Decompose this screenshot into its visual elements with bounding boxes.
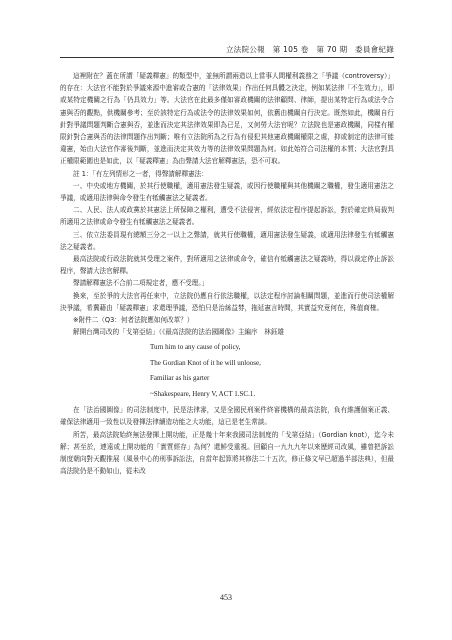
note-item: 三、依立法委員現有總額三分之一以上之聲請，就其行使職權，適用憲法發生疑義，或適用法律發生有牴觸憲法之疑義者。 (60, 230, 394, 251)
epigraph-line: Familiar as his garter (150, 374, 210, 383)
body-paragraph: 在「法治國圖像」的司法制度中，民是法律審，又是全國民刑案件終審機構的最高法院，負有維護個案正義、確保法律適用一致性以及發揮法律續造功能之大功能，這已是老生常談。 (60, 406, 394, 427)
attachment-subtitle: 解開台灣司改的「戈第亞結」（《最高法院的法治國圖像》主編序 林鈺雄 (73, 328, 284, 337)
epigraph-line: Turn him to any cause of policy, (150, 343, 241, 352)
header-rule (60, 57, 394, 58)
note-item: 二、人民、法人或政黨於其憲法上所保障之權利，遭受不法侵害，經依法定程序提起訴訟，對於確定終局裁判所適用之法律或命令發生有牴觸憲法之疑義者。 (60, 206, 394, 227)
epigraph-attribution: ~Shakespeare, Henry V, ACT 1.SC.1. (150, 389, 256, 398)
page-number: 453 (220, 593, 232, 602)
attachment-label: ※附件二（Q3：何者法院應如何改革？） (73, 316, 194, 325)
running-header: 立法院公報 第 105 卷 第 70 期 委員會紀錄 (225, 45, 394, 54)
note-item: 一、中央或地方機關，於其行使職權，適用憲法發生疑義，或因行使職權與其他機關之職權，發生適用憲法之爭議，或適用法律與命令發生有牴觸憲法之疑義者。 (60, 181, 394, 203)
body-paragraph: 所苦，最高法院始終無法發揮上開功能，正是幾十年來我國司法制度的「戈第亞結」（Gordian knot），迄今未解；甚至於，連遠或上開功能的「實質經存」為何？還鮮受重視。回顧自一九九九年以來歷經司改風，雖曾把訴訟制度朝向對天觀推展（風景中心的刑事訴訟法，自當年起算將其修法二十五次，修正條文早已超過半部法典），但最高法院仍是不動如山，從未改 (60, 430, 394, 476)
body-paragraph: 換來，至於爭的大法官再任來中，立法院仍應自行依法職權，以法定程序討論相關問題，並進而行使司法權解決爭議，希冀藉由「疑義釋憲」求還理爭議，恐怕只是治絲益棼，拖延憲言時間，其實益究竟何在，殊值商榷。 (60, 291, 394, 312)
note-title: 註 1：「有左列情形之一者，得聲請解釋憲法： (73, 169, 208, 178)
body-paragraph: 這裡附在？蓋在所謂「疑義釋憲」的類型中，並無所謂兩造以上當事人間權利義務之「爭議（controversy）」的存在：大法官不能對於爭議來源中進審或合憲的「法律效果」作出任何具體之決定，例如某法律「不生效力」，即或某特定機關之行為「仍具效力」等。大法官在此最多僅如審政機關的法律顧問、律師，提出某特定行為或法令合憲與否的觀點，供機關參考；至於該特定行為或法令的法律效果如何，依舊由機關自行決定。既然如此，機關自行針對爭議問題判斷合憲與否，並進而決定其法律效果即為已足，又何勞大法官呢？立法院也是憲政機關，同樣有權限針對合憲與否的法律問題作出判斷；唯有立法院所為之行為有侵犯其他憲政機關權限之處，抑或制定的法律可能違憲，始由大法官作審後判斷，並進而決定其效力等的法律效果問題為何。如此始符合司法權的本質；大法官對具正權限範圍也是如此，以「疑義釋憲」為由聲請大法官解釋憲法，恐不可取。 (60, 72, 394, 166)
note-item: 聲請解釋憲法不合前二項規定者，應不受理。」 (73, 279, 209, 288)
epigraph (150, 340, 394, 402)
document-body (60, 70, 394, 477)
note-item: 最高法院或行政法院就其受理之案件，對所適用之法律或命令，確信有牴觸憲法之疑義時，得以裁定停止訴訟程序，聲請大法官解釋。 (60, 255, 394, 276)
epigraph-line: The Gordian Knot of it he will unloose, (150, 358, 261, 367)
